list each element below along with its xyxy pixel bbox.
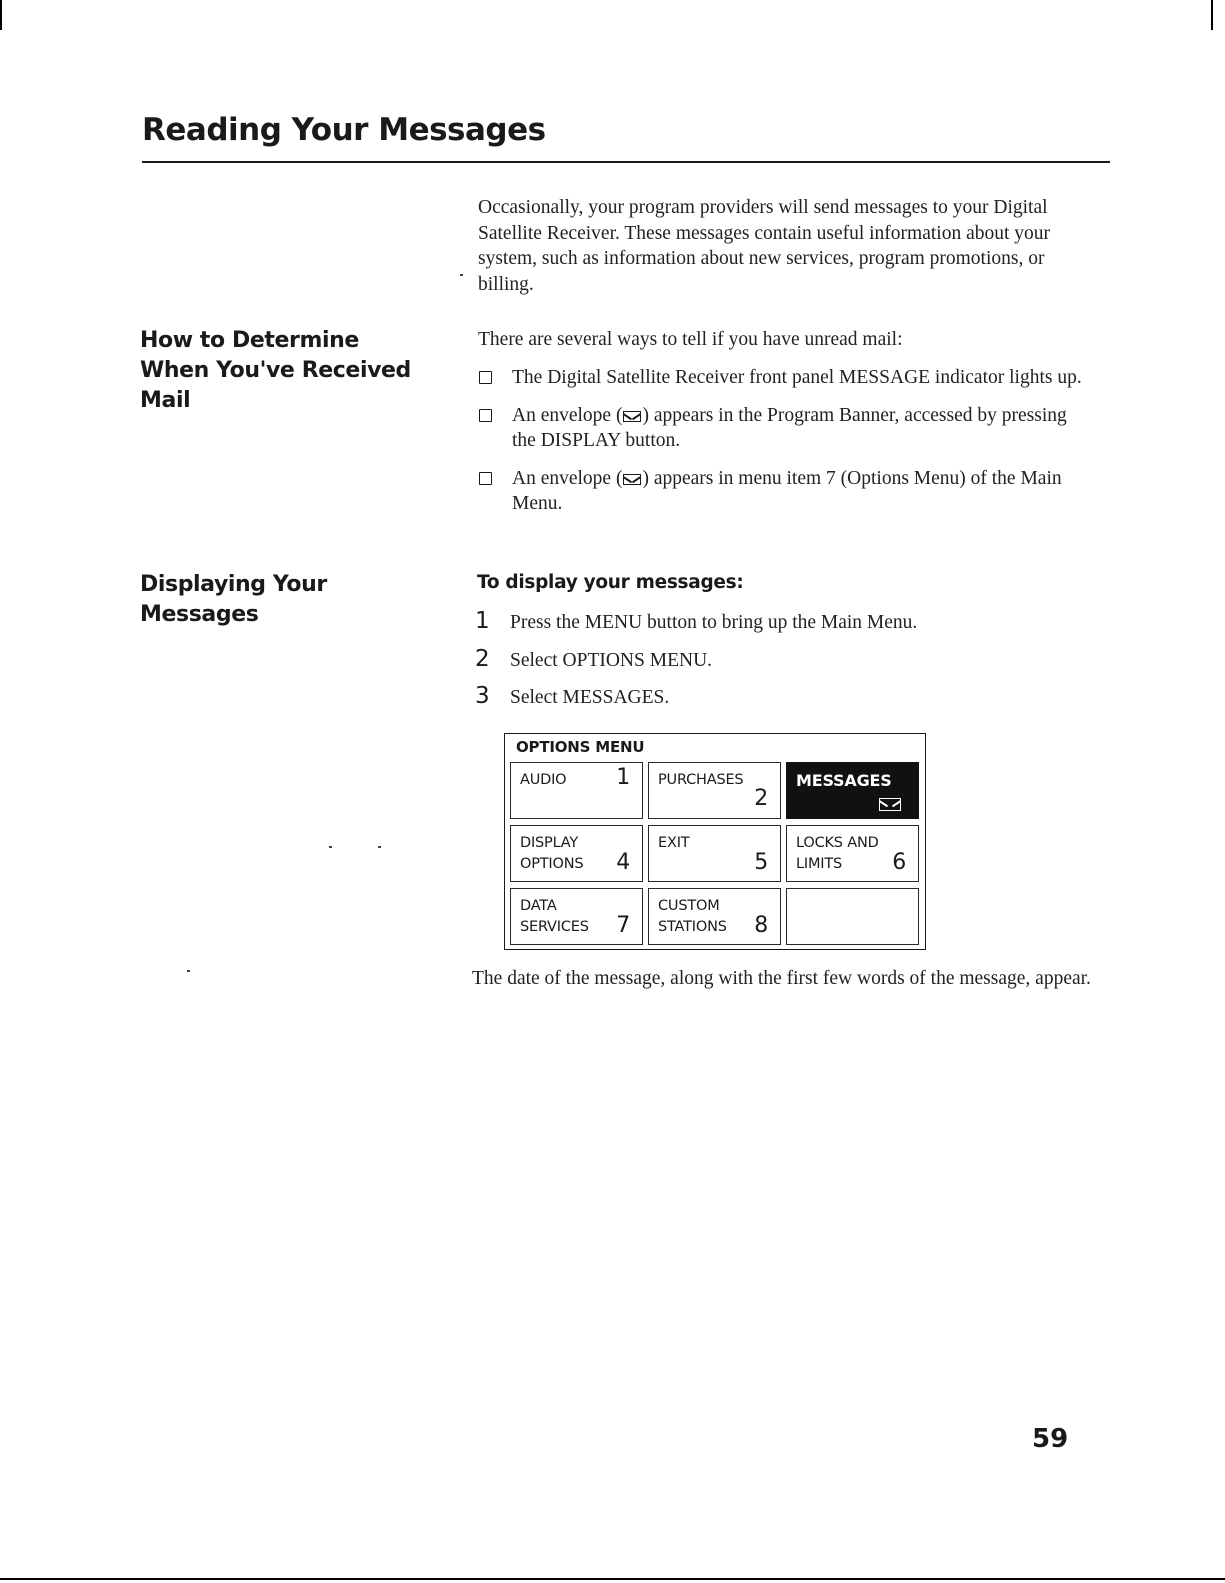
list-item-text-after: ) appears in the Program Banner, accessed by pressing the DISPLAY button. [512, 405, 1067, 451]
list-item [478, 365, 1088, 390]
checkbox-bullet-icon [479, 371, 492, 384]
step-number: 2 [475, 645, 490, 672]
menu-cell-label: PURCHASES [658, 772, 744, 788]
page-number: 59 [1032, 1424, 1069, 1454]
list-item [478, 403, 1088, 453]
envelope-icon [623, 474, 641, 485]
checkbox-bullet-icon [479, 472, 492, 485]
step-text: Select MESSAGES. [510, 687, 670, 708]
mail-indicator-list [478, 365, 1088, 529]
menu-cell-label: LOCKS AND LIMITS [796, 835, 879, 872]
options-menu-illustration [504, 733, 926, 950]
menu-cell-label: DATA SERVICES [520, 898, 589, 935]
page-bottom-edge [0, 1578, 1225, 1580]
menu-cell-label: EXIT [658, 835, 690, 851]
menu-cell-locks-and-limits [786, 825, 919, 882]
menu-cell-audio [510, 762, 643, 819]
menu-cell-display-options [510, 825, 643, 882]
envelope-icon [623, 411, 641, 422]
checkbox-bullet-icon [479, 409, 492, 422]
closing-paragraph: The date of the message, along with the first few words of the message, appear. [472, 968, 1091, 989]
menu-cell-label: CUSTOM STATIONS [658, 898, 727, 935]
step-number: 3 [475, 683, 490, 709]
scan-speck [187, 970, 190, 972]
procedure-subheading: To display your messages: [477, 572, 744, 593]
title-rule [142, 161, 1110, 163]
scan-speck [460, 274, 463, 276]
step-number: 1 [475, 608, 490, 634]
menu-cell-number: 7 [616, 913, 630, 938]
scan-speck [329, 846, 332, 848]
menu-cell-label: MESSAGES [796, 771, 892, 790]
step-item [475, 646, 917, 684]
menu-cell-number: 5 [754, 850, 768, 875]
step-text: Press the MENU button to bring up the Main Menu. [510, 612, 918, 633]
menu-cell-number: 2 [754, 786, 768, 811]
menu-cell-number: 6 [892, 850, 906, 875]
intro-paragraph: Occasionally, your program providers will send messages to your Digital Satellite Receiver. These messages contain useful information about your system, such as information about new services, program promotions, or billing. [478, 197, 1051, 295]
step-item [475, 608, 917, 646]
list-item [478, 466, 1088, 516]
menu-cell-number: 4 [616, 850, 630, 875]
page-title: Reading Your Messages [142, 112, 546, 148]
menu-cell-number: 1 [616, 765, 630, 790]
list-item-text: The Digital Satellite Receiver front panel MESSAGE indicator lights up. [512, 367, 1082, 388]
menu-cell-label: AUDIO [520, 772, 567, 788]
menu-cell-number: 8 [754, 913, 768, 938]
step-item [475, 683, 917, 721]
mail-lead: There are several ways to tell if you have unread mail: [478, 329, 903, 350]
menu-cell-label: DISPLAY OPTIONS [520, 835, 584, 872]
mail-section-heading: How to Determine When You've Received Mail [140, 328, 411, 413]
menu-cell-purchases [648, 762, 781, 819]
list-item-text-after: ) appears in menu item 7 (Options Menu) of the Main Menu. [512, 468, 1062, 514]
menu-cell-data-services [510, 888, 643, 945]
display-section-heading: Displaying Your Messages [140, 572, 327, 627]
list-item-text-before: An envelope ( [512, 468, 623, 489]
menu-cell-custom-stations [648, 888, 781, 945]
procedure-steps [475, 608, 917, 721]
menu-cell-messages [786, 762, 919, 819]
options-menu-title: OPTIONS MENU [516, 738, 645, 756]
menu-cell-exit [648, 825, 781, 882]
list-item-text-before: An envelope ( [512, 405, 623, 426]
envelope-icon [879, 798, 901, 811]
step-text: Select OPTIONS MENU. [510, 649, 713, 671]
crop-mark-left [0, 0, 2, 30]
menu-cell-empty [786, 888, 919, 945]
scan-speck [378, 846, 381, 848]
crop-mark-right [1211, 0, 1213, 30]
